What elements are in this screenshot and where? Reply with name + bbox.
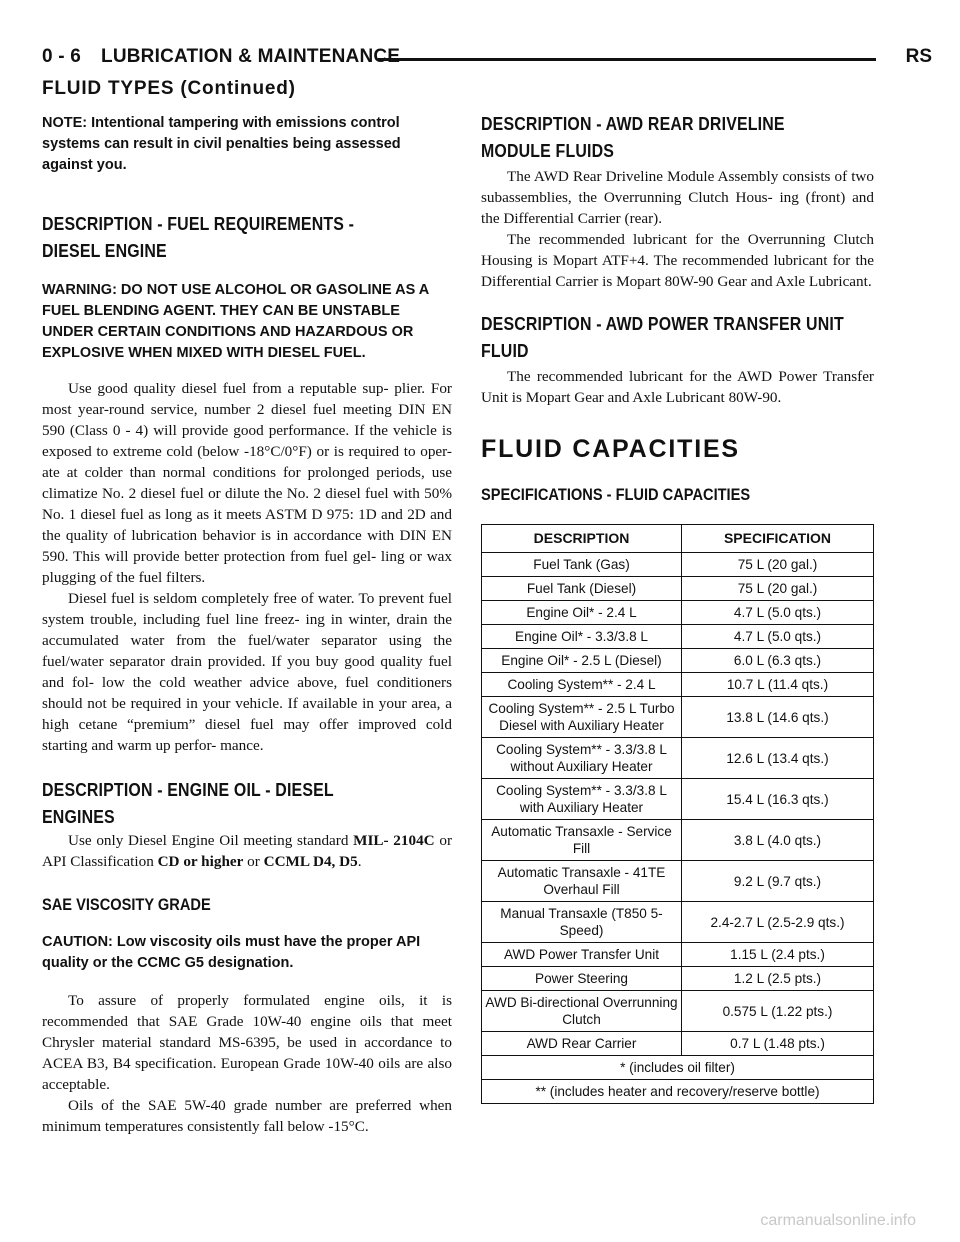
table-row (482, 1032, 874, 1056)
fuel-paragraph-1: Use good quality diesel fuel from a reputable sup- plier. For most year-round service, number 2 diesel fuel meeting DIN EN 590 (Class 0 - 4) will provide good performance. If the vehicle is exposed to extreme cold (below -18°C/0°F) or is required to oper- ate at colder than normal conditions for prolonged periods, use climatize No. 2 diesel fuel or dilute the No. 2 diesel fuel with 50% No. 1 diesel fuel as long as it meets ASTM D 975: 1D and 2D and the quality of lubrication behavior is in accordance with DIN EN 590. This will provide better protection from fuel gel- ling or wax plugging of the fuel filters. (42, 380, 452, 586)
row-specification: 0.575 L (1.22 pts.) (682, 991, 874, 1032)
viscosity-caution: CAUTION: Low viscosity oils must have the proper API quality or the CCMC G5 designation. (42, 934, 421, 971)
row-specification: 15.4 L (16.3 qts.) (682, 779, 874, 820)
fluid-capacities-table (481, 524, 874, 1104)
row-specification: 9.2 L (9.7 qts.) (682, 861, 874, 902)
row-description: Engine Oil* - 2.5 L (Diesel) (482, 649, 682, 673)
row-specification: 10.7 L (11.4 qts.) (682, 673, 874, 697)
awd-heading-line2: MODULE FLUIDS (481, 140, 615, 161)
row-specification: 0.7 L (1.48 pts.) (682, 1032, 874, 1056)
table-row (482, 625, 874, 649)
row-description: Fuel Tank (Diesel) (482, 577, 682, 601)
row-specification: 75 L (20 gal.) (682, 553, 874, 577)
fuel-heading-line2: DIESEL ENGINE (42, 240, 167, 261)
row-specification: 1.15 L (2.4 pts.) (682, 943, 874, 967)
oil-api-class: CD or higher (157, 853, 244, 870)
row-specification: 12.6 L (13.4 qts.) (682, 738, 874, 779)
table-row (482, 697, 874, 738)
header-left (42, 46, 400, 68)
footnote-oil-filter: * (includes oil filter) (482, 1056, 874, 1080)
row-description: Cooling System** - 3.3/3.8 L with Auxiliary Heater (482, 779, 682, 820)
watermark: carmanualsonline.info (760, 1212, 916, 1229)
awd-paragraph-2: The recommended lubricant for the Overrunning Clutch Housing is Mopart ATF+4. The recommended lubricant for the Differential Carrier is Mopart 80W-90 Gear and Axle Lubricant. (481, 231, 874, 290)
right-column (481, 110, 874, 1104)
row-description: Cooling System** - 2.5 L Turbo Diesel with Auxiliary Heater (482, 697, 682, 738)
row-specification: 6.0 L (6.3 qts.) (682, 649, 874, 673)
row-specification: 13.8 L (14.6 qts.) (682, 697, 874, 738)
left-column (42, 113, 452, 1137)
sae-paragraph-2: Oils of the SAE 5W-40 grade number are preferred when minimum temperatures consistently fall below -15°C. (42, 1097, 452, 1135)
row-description: Automatic Transaxle - Service Fill (482, 820, 682, 861)
table-row (482, 779, 874, 820)
continued-title: FLUID TYPES (Continued) (42, 78, 296, 99)
fluid-capacities-title: FLUID CAPACITIES (481, 435, 740, 463)
row-description: AWD Rear Carrier (482, 1032, 682, 1056)
table-row (482, 738, 874, 779)
oil-heading-line2: ENGINES (42, 806, 115, 827)
table-header-description: DESCRIPTION (482, 525, 682, 553)
row-specification: 2.4-2.7 L (2.5-2.9 qts.) (682, 902, 874, 943)
oil-text-g: . (357, 853, 362, 870)
row-description: Manual Transaxle (T850 5-Speed) (482, 902, 682, 943)
awd-paragraph-1: The AWD Rear Driveline Module Assembly consists of two subassemblies, the Overrunning Clutch Hous- ing (front) and the Differential Carrier (rear). (481, 168, 874, 227)
header-rule (378, 58, 876, 61)
page-header (42, 46, 934, 74)
table-row (482, 673, 874, 697)
table-row (482, 820, 874, 861)
table-footnote-row (482, 1056, 874, 1080)
row-description: AWD Power Transfer Unit (482, 943, 682, 967)
table-row (482, 601, 874, 625)
row-specification: 1.2 L (2.5 pts.) (682, 967, 874, 991)
row-description: Cooling System** - 3.3/3.8 L without Auxiliary Heater (482, 738, 682, 779)
row-specification: 3.8 L (4.0 qts.) (682, 820, 874, 861)
table-header-row (482, 525, 874, 553)
fuel-paragraph-2: Diesel fuel is seldom completely free of water. To prevent fuel system trouble, including fuel line freez- ing in winter, drain the accumulated water from the fuel/water separator using the fuel/water separator drain provided. If you buy good quality fuel and fol- low the cold weather advice above, fuel conditioners should not be required in your vehicle. If available in your area, a high cetane “premium” diesel fuel may offer improved cold starting and warm up perfor- mance. (42, 590, 452, 754)
spec-heading: SPECIFICATIONS - FLUID CAPACITIES (481, 485, 751, 504)
row-specification: 4.7 L (5.0 qts.) (682, 625, 874, 649)
row-description: Engine Oil* - 2.4 L (482, 601, 682, 625)
row-description: Engine Oil* - 3.3/3.8 L (482, 625, 682, 649)
oil-standard: MIL- 2104C (353, 832, 435, 849)
table-row (482, 902, 874, 943)
row-description: Automatic Transaxle - 41TE Overhaul Fill (482, 861, 682, 902)
ptu-heading-line1: DESCRIPTION - AWD POWER TRANSFER UNIT (481, 313, 844, 334)
oil-heading-line1: DESCRIPTION - ENGINE OIL - DIESEL (42, 779, 334, 800)
oil-text-a: Use only Diesel Engine Oil meeting standard (68, 832, 354, 849)
oil-paragraph (42, 830, 452, 872)
table-row (482, 967, 874, 991)
oil-ccml-class: CCML D4, D5 (263, 853, 358, 870)
table-row (482, 577, 874, 601)
table-row (482, 553, 874, 577)
row-specification: 75 L (20 gal.) (682, 577, 874, 601)
emissions-note: NOTE: Intentional tampering with emissions control systems can result in civil penalties being assessed against you. (42, 115, 401, 173)
table-footnote-row (482, 1080, 874, 1104)
table-row (482, 861, 874, 902)
sae-paragraph-1: To assure of properly formulated engine oils, it is recommended that SAE Grade 10W-40 engine oils that meet Chrysler material standard MS-6395, be used in accordance to ACEA B3, B4 specification. European Grade 10W-40 oils are also acceptable. (42, 992, 452, 1093)
row-description: Fuel Tank (Gas) (482, 553, 682, 577)
row-description: Power Steering (482, 967, 682, 991)
page-number: 0 - 6 (42, 46, 82, 67)
fuel-warning: WARNING: DO NOT USE ALCOHOL OR GASOLINE AS A FUEL BLENDING AGENT. THEY CAN BE UNSTABLE UNDER CERTAIN CONDITIONS AND HAZARDOUS OR EXPLOSIVE WHEN MIXED WITH DIESEL FUEL. (42, 282, 429, 361)
table-row (482, 991, 874, 1032)
row-description: Cooling System** - 2.4 L (482, 673, 682, 697)
fuel-heading-line1: DESCRIPTION - FUEL REQUIREMENTS - (42, 213, 355, 234)
ptu-heading-line2: FLUID (481, 340, 529, 361)
sae-heading: SAE VISCOSITY GRADE (42, 895, 211, 914)
row-specification: 4.7 L (5.0 qts.) (682, 601, 874, 625)
table-row (482, 943, 874, 967)
oil-text-c: or API Classification (42, 832, 452, 870)
table-header-specification: SPECIFICATION (682, 525, 874, 553)
table-row (482, 649, 874, 673)
footnote-heater-bottle: ** (includes heater and recovery/reserve bottle) (482, 1080, 874, 1104)
awd-heading-line1: DESCRIPTION - AWD REAR DRIVELINE (481, 113, 785, 134)
oil-text-e: or (243, 853, 264, 870)
model-code: RS (905, 46, 932, 67)
row-description: AWD Bi-directional Overrunning Clutch (482, 991, 682, 1032)
section-title: LUBRICATION & MAINTENANCE (101, 46, 401, 67)
ptu-paragraph: The recommended lubricant for the AWD Power Transfer Unit is Mopart Gear and Axle Lubricant 80W-90. (481, 368, 874, 406)
